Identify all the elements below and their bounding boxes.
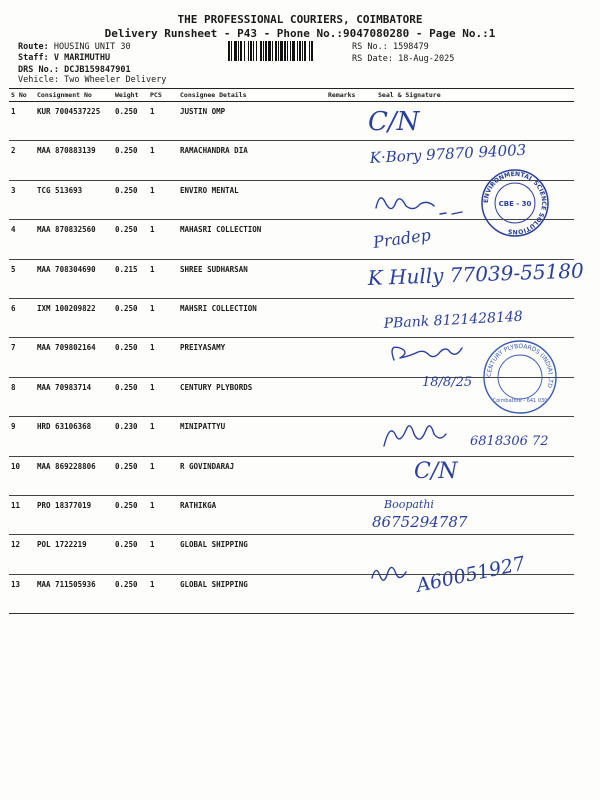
- sig-row-1: C/N: [368, 107, 420, 137]
- sig-row-9: 6818306 72: [470, 434, 549, 449]
- cell-consignment: KUR 7004537225: [35, 102, 113, 141]
- cell-remarks: [326, 377, 376, 416]
- table-row: [9, 456, 574, 495]
- cell-consignee: R GOVINDARAJ: [178, 456, 326, 495]
- sig-row-13: A60051927: [414, 552, 528, 597]
- barcode-bar: [272, 41, 273, 61]
- cell-remarks: [326, 338, 376, 377]
- cell-seal-signature: [376, 338, 574, 377]
- barcode-bar: [240, 41, 242, 61]
- route-line: [18, 42, 131, 52]
- cell-pcs: 1: [148, 377, 178, 416]
- cell-consignment: MAA 711505936: [35, 574, 113, 613]
- cell-consignee: GLOBAL SHIPPING: [178, 574, 326, 613]
- runsheet-title: Delivery Runsheet - P43 - Phone No.:9047080280 - Page No.:1: [104, 27, 496, 40]
- cell-consignment: MAA 869228806: [35, 456, 113, 495]
- barcode-bar: [297, 41, 298, 61]
- cell-remarks: [326, 495, 376, 534]
- barcode-bar: [302, 41, 303, 61]
- cell-sno: 11: [9, 495, 35, 534]
- cell-consignee: ENVIRO MENTAL: [178, 180, 326, 219]
- sig-row-11-name: Boopathi: [384, 498, 434, 511]
- cell-seal-signature: [376, 220, 574, 259]
- cell-weight: 0.250: [113, 338, 148, 377]
- cell-sno: 3: [9, 180, 35, 219]
- cell-seal-signature: [376, 298, 574, 337]
- barcode: [228, 41, 346, 61]
- cell-weight: 0.250: [113, 220, 148, 259]
- barcode-bar: [265, 41, 267, 61]
- barcode-bar: [260, 41, 262, 61]
- env-stamp-ring-text: ENVIRONMENTAL SCIENCE SOLUTIONS: [482, 170, 548, 236]
- rs-no-label: RS No.:: [352, 42, 388, 52]
- table-row: [9, 495, 574, 534]
- cell-pcs: 1: [148, 259, 178, 298]
- sig-row-4: Pradep: [371, 225, 432, 252]
- cell-remarks: [326, 259, 376, 298]
- cell-weight: 0.250: [113, 377, 148, 416]
- cell-pcs: 1: [148, 141, 178, 180]
- col-sno: S No: [9, 89, 35, 102]
- cell-sno: 9: [9, 417, 35, 456]
- staff-line: [18, 53, 110, 63]
- cell-weight: 0.230: [113, 417, 148, 456]
- table-row: [9, 220, 574, 259]
- cell-consignment: HRD 63106368: [35, 417, 113, 456]
- cell-weight: 0.250: [113, 102, 148, 141]
- cell-consignee: JUSTIN OMP: [178, 102, 326, 141]
- cell-weight: 0.250: [113, 495, 148, 534]
- barcode-bar: [304, 41, 306, 61]
- sig-row-5: K Hully 77039-55180: [367, 258, 585, 290]
- cell-consignee: SHREE SUDHARSAN: [178, 259, 326, 298]
- runsheet-table: [9, 88, 574, 614]
- cell-pcs: 1: [148, 495, 178, 534]
- cell-seal-signature: [376, 102, 574, 141]
- cell-sno: 13: [9, 574, 35, 613]
- cell-seal-signature: [376, 456, 574, 495]
- cell-seal-signature: [376, 259, 574, 298]
- cell-pcs: 1: [148, 180, 178, 219]
- table-row: [9, 338, 574, 377]
- sig-row-8: 18/8/25: [422, 375, 473, 390]
- table-row: [9, 141, 574, 180]
- col-consignee: Consignee Details: [178, 89, 326, 102]
- rs-date-label: RS Date:: [352, 54, 393, 64]
- barcode-bar: [234, 41, 237, 61]
- cell-sno: 10: [9, 456, 35, 495]
- table-row: [9, 298, 574, 337]
- table-row: [9, 102, 574, 141]
- cell-weight: 0.250: [113, 456, 148, 495]
- cell-seal-signature: [376, 417, 574, 456]
- cell-remarks: [326, 574, 376, 613]
- drs-value: DCJB159847901: [64, 65, 131, 75]
- cell-weight: 0.250: [113, 535, 148, 574]
- barcode-bar: [280, 41, 283, 61]
- col-consignment: Consignment No: [35, 89, 113, 102]
- sig-row-11-phone: 8675294787: [372, 513, 468, 531]
- cell-remarks: [326, 141, 376, 180]
- route-value: HOUSING UNIT 30: [53, 42, 131, 52]
- cell-weight: 0.250: [113, 298, 148, 337]
- env-stamp-center: CBE - 30: [498, 200, 532, 208]
- cell-consignment: MAA 708304690: [35, 259, 113, 298]
- cell-remarks: [326, 102, 376, 141]
- barcode-bar: [309, 41, 310, 61]
- cell-consignee: PREIYASAMY: [178, 338, 326, 377]
- cell-seal-signature: [376, 377, 574, 416]
- cell-pcs: 1: [148, 574, 178, 613]
- table-row: [9, 574, 574, 613]
- cell-weight: 0.250: [113, 180, 148, 219]
- cell-consignment: MAA 870883139: [35, 141, 113, 180]
- sig-row-6: PBank 8121428148: [383, 308, 524, 332]
- barcode-bar: [290, 41, 291, 61]
- cell-pcs: 1: [148, 338, 178, 377]
- cell-remarks: [326, 220, 376, 259]
- cell-weight: 0.250: [113, 574, 148, 613]
- cell-sno: 4: [9, 220, 35, 259]
- company-name: THE PROFESSIONAL COURIERS, COIMBATORE: [177, 13, 423, 26]
- cell-consignment: POL 1722219: [35, 535, 113, 574]
- cell-remarks: [326, 535, 376, 574]
- cell-remarks: [326, 456, 376, 495]
- barcode-bar: [311, 41, 313, 61]
- sig-row-2: K·Bory 97870 94003: [369, 140, 527, 167]
- cell-consignment: MAA 70983714: [35, 377, 113, 416]
- barcode-bar: [253, 41, 254, 61]
- century-stamp-ring-text: CENTURY PLYBOARDS (INDIA) LTD: [485, 342, 555, 389]
- rs-no-value: 1598479: [392, 42, 429, 52]
- rs-date-value: 18-Aug-2025: [398, 54, 455, 64]
- barcode-bar: [263, 41, 264, 61]
- sig-row-10: C/N: [414, 459, 458, 484]
- rs-date-line: [352, 54, 454, 64]
- cell-pcs: 1: [148, 417, 178, 456]
- table-row: [9, 417, 574, 456]
- cell-consignment: TCG 513693: [35, 180, 113, 219]
- barcode-bar: [228, 41, 230, 61]
- cell-remarks: [326, 180, 376, 219]
- barcode-bar: [287, 41, 288, 61]
- cell-sno: 6: [9, 298, 35, 337]
- barcode-bar: [256, 41, 257, 61]
- col-remarks: Remarks: [326, 89, 376, 102]
- vehicle-line: [18, 75, 166, 85]
- barcode-bar: [268, 41, 271, 61]
- cell-consignment: MAA 870832560: [35, 220, 113, 259]
- cell-consignee: MAHSRI COLLECTION: [178, 298, 326, 337]
- barcode-bar: [292, 41, 295, 61]
- table-header-row: [9, 89, 574, 102]
- col-seal-signature: Seal & Signature: [376, 89, 574, 102]
- cell-consignee: RATHIKGA: [178, 495, 326, 534]
- cell-weight: 0.250: [113, 141, 148, 180]
- cell-pcs: 1: [148, 456, 178, 495]
- table-row: [9, 180, 574, 219]
- cell-seal-signature: [376, 535, 574, 574]
- barcode-bar: [244, 41, 245, 61]
- cell-consignee: GLOBAL SHIPPING: [178, 535, 326, 574]
- cell-sno: 12: [9, 535, 35, 574]
- barcode-bar: [250, 41, 252, 61]
- cell-sno: 1: [9, 102, 35, 141]
- cell-sno: 5: [9, 259, 35, 298]
- cell-weight: 0.215: [113, 259, 148, 298]
- table-row: [9, 535, 574, 574]
- cell-seal-signature: [376, 141, 574, 180]
- barcode-bar: [231, 41, 232, 61]
- cell-remarks: [326, 298, 376, 337]
- cell-sno: 2: [9, 141, 35, 180]
- drs-label: DRS No.:: [18, 65, 59, 75]
- cell-seal-signature: [376, 495, 574, 534]
- route-label: Route:: [18, 42, 49, 52]
- table-row: [9, 259, 574, 298]
- barcode-bar: [299, 41, 301, 61]
- vehicle-label: Vehicle:: [18, 75, 59, 85]
- cell-seal-signature: [376, 574, 574, 613]
- drs-line: [18, 65, 131, 75]
- vehicle-value: Two Wheeler Delivery: [64, 75, 167, 85]
- cell-consignment: MAA 709802164: [35, 338, 113, 377]
- col-pcs: PCS: [148, 89, 178, 102]
- barcode-bar: [278, 41, 279, 61]
- barcode-bar: [275, 41, 277, 61]
- cell-consignee: RAMACHANDRA DIA: [178, 141, 326, 180]
- cell-consignee: MINIPATTYU: [178, 417, 326, 456]
- staff-label: Staff:: [18, 53, 49, 63]
- barcode-bar: [238, 41, 239, 61]
- cell-pcs: 1: [148, 102, 178, 141]
- cell-consignment: IXM 100209822: [35, 298, 113, 337]
- staff-value: V MARIMUTHU: [53, 53, 111, 63]
- cell-remarks: [326, 417, 376, 456]
- cell-sno: 7: [9, 338, 35, 377]
- col-weight: Weight: [113, 89, 148, 102]
- cell-pcs: 1: [148, 535, 178, 574]
- cell-consignee: CENTURY PLYBORDS: [178, 377, 326, 416]
- rs-no-line: [352, 42, 429, 52]
- cell-pcs: 1: [148, 220, 178, 259]
- cell-pcs: 1: [148, 298, 178, 337]
- cell-sno: 8: [9, 377, 35, 416]
- cell-consignment: PRO 18377019: [35, 495, 113, 534]
- table-row: [9, 377, 574, 416]
- barcode-bar: [248, 41, 249, 61]
- cell-seal-signature: [376, 180, 574, 219]
- cell-consignee: MAHASRI COLLECTION: [178, 220, 326, 259]
- century-stamp-sub: Coimbatore - 641 030: [492, 398, 548, 404]
- barcode-bar: [284, 41, 286, 61]
